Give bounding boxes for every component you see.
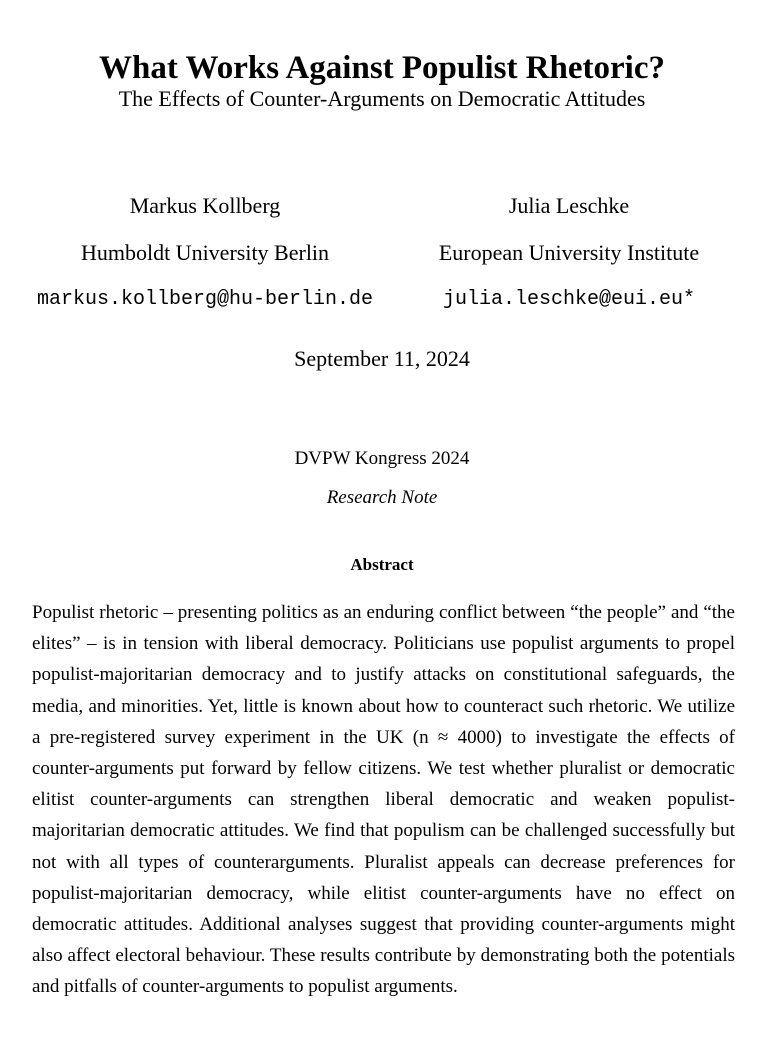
paper-title: What Works Against Populist Rhetoric? — [99, 50, 665, 87]
conference-venue: DVPW Kongress 2024 — [294, 448, 470, 469]
author-email: markus.kollberg@hu-berlin.de — [36, 288, 374, 311]
abstract-heading: Abstract — [350, 555, 414, 574]
author-block-2 — [384, 182, 754, 323]
author-affiliation: European University Institute — [438, 240, 700, 265]
author-name: Markus Kollberg — [129, 193, 281, 218]
abstract-text: Populist rhetoric – presenting politics as an enduring conflict between “the people” and “the elites” – is in tension with liberal democracy. Politicians use populist arguments to propel populist-majoritarian democracy and to justify attacks on constitutional safeguards, the media, and minorities. Yet, little is known about how to counteract such rhetoric. We utilize a pre-registered survey experiment in the UK (n ≈ 4000) to investigate the effects of counter-arguments put forward by fellow citizens. We test whether pluralist or democratic elitist counter-arguments can strengthen liberal democratic and weaken populist-majoritarian democratic attitudes. We find that populism can be challenged successfully but not with all types of counterarguments. Pluralist appeals can decrease preferences for populist-majoritarian democracy, while elitist counter-arguments have no effect on democratic attitudes. Additional analyses suggest that providing counter-arguments might also affect electoral behaviour. These results contribute by demonstrating both the potentials and pitfalls of counter-arguments to populist arguments. — [32, 602, 735, 998]
author-name: Julia Leschke — [508, 193, 630, 218]
publication-date: September 11, 2024 — [294, 346, 470, 371]
author-email: julia.leschke@eui.eu* — [442, 288, 696, 311]
author-block-1 — [20, 182, 390, 323]
paper-type-note: Research Note — [326, 487, 438, 508]
author-affiliation: Humboldt University Berlin — [80, 240, 330, 265]
paper-subtitle: The Effects of Counter-Arguments on Democratic Attitudes — [118, 86, 646, 111]
